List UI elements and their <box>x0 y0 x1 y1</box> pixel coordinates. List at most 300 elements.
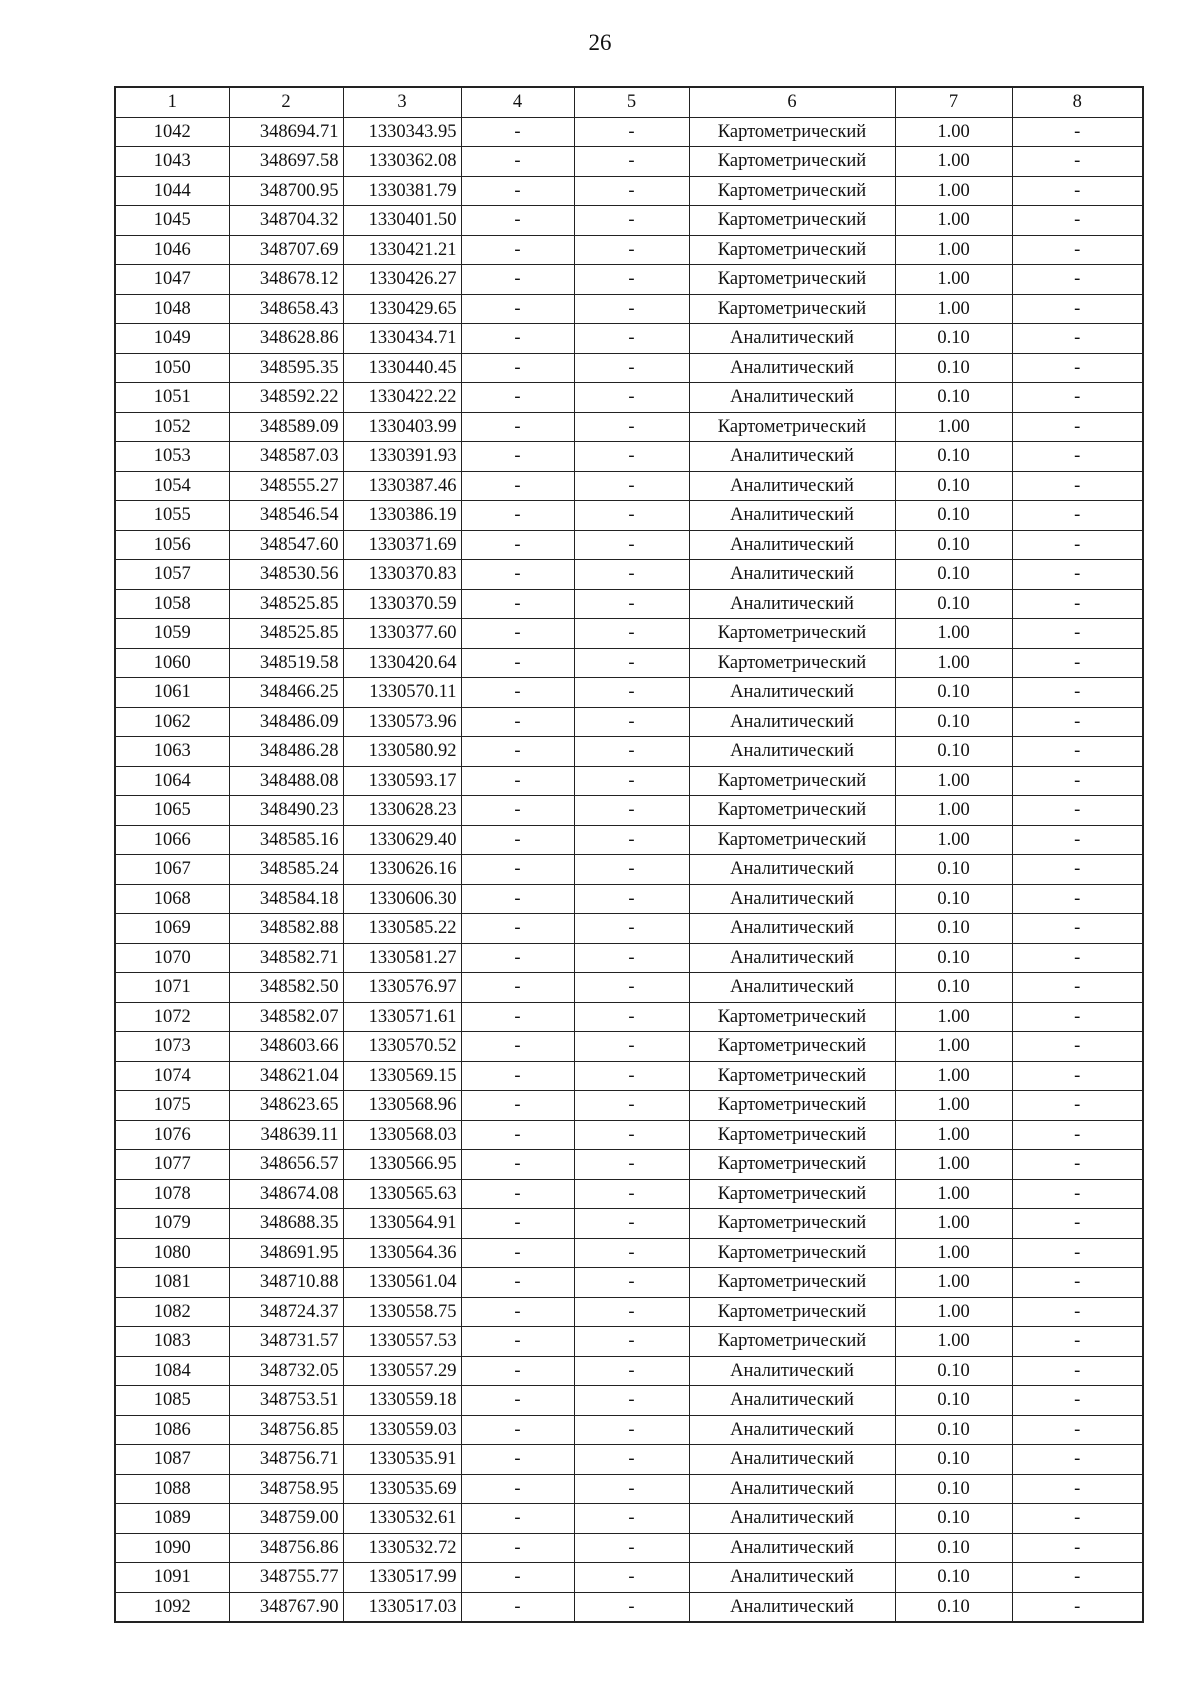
cell-accuracy: 0.10 <box>895 1504 1012 1534</box>
cell-y-coordinate: 1330606.30 <box>343 884 461 914</box>
cell-point-number: 1069 <box>115 914 229 944</box>
table-row <box>115 1238 1143 1268</box>
cell-col8: - <box>1012 973 1143 1003</box>
cell-col4: - <box>461 1209 574 1239</box>
cell-col4: - <box>461 383 574 413</box>
cell-point-number: 1088 <box>115 1474 229 1504</box>
cell-method: Аналитический <box>689 1445 895 1475</box>
cell-x-coordinate: 348486.09 <box>229 707 343 737</box>
column-header-6: 6 <box>689 87 895 117</box>
cell-x-coordinate: 348582.50 <box>229 973 343 1003</box>
cell-col4: - <box>461 825 574 855</box>
cell-col5: - <box>574 1504 689 1534</box>
cell-col8: - <box>1012 235 1143 265</box>
cell-col4: - <box>461 737 574 767</box>
cell-col8: - <box>1012 1061 1143 1091</box>
cell-y-coordinate: 1330570.52 <box>343 1032 461 1062</box>
cell-x-coordinate: 348756.71 <box>229 1445 343 1475</box>
cell-col4: - <box>461 1002 574 1032</box>
cell-method: Картометрический <box>689 619 895 649</box>
cell-accuracy: 1.00 <box>895 1297 1012 1327</box>
cell-accuracy: 0.10 <box>895 1563 1012 1593</box>
cell-col8: - <box>1012 1238 1143 1268</box>
cell-method: Картометрический <box>689 412 895 442</box>
cell-x-coordinate: 348628.86 <box>229 324 343 354</box>
cell-method: Аналитический <box>689 1533 895 1563</box>
cell-x-coordinate: 348584.18 <box>229 884 343 914</box>
cell-y-coordinate: 1330580.92 <box>343 737 461 767</box>
cell-point-number: 1057 <box>115 560 229 590</box>
cell-accuracy: 0.10 <box>895 973 1012 1003</box>
cell-col4: - <box>461 294 574 324</box>
cell-accuracy: 0.10 <box>895 1415 1012 1445</box>
table-row <box>115 206 1143 236</box>
cell-col5: - <box>574 1445 689 1475</box>
cell-method: Аналитический <box>689 707 895 737</box>
cell-y-coordinate: 1330532.72 <box>343 1533 461 1563</box>
cell-method: Аналитический <box>689 914 895 944</box>
cell-col8: - <box>1012 1533 1143 1563</box>
cell-col8: - <box>1012 796 1143 826</box>
table-row <box>115 825 1143 855</box>
cell-col8: - <box>1012 1504 1143 1534</box>
cell-col4: - <box>461 766 574 796</box>
cell-col8: - <box>1012 324 1143 354</box>
cell-point-number: 1092 <box>115 1592 229 1622</box>
cell-point-number: 1077 <box>115 1150 229 1180</box>
cell-x-coordinate: 348732.05 <box>229 1356 343 1386</box>
cell-accuracy: 0.10 <box>895 383 1012 413</box>
cell-col4: - <box>461 353 574 383</box>
cell-col4: - <box>461 1474 574 1504</box>
cell-accuracy: 0.10 <box>895 707 1012 737</box>
table-row <box>115 1474 1143 1504</box>
cell-point-number: 1061 <box>115 678 229 708</box>
cell-point-number: 1058 <box>115 589 229 619</box>
cell-y-coordinate: 1330576.97 <box>343 973 461 1003</box>
cell-y-coordinate: 1330568.03 <box>343 1120 461 1150</box>
cell-method: Картометрический <box>689 1120 895 1150</box>
cell-col8: - <box>1012 1386 1143 1416</box>
cell-col4: - <box>461 707 574 737</box>
table-row <box>115 1504 1143 1534</box>
cell-col4: - <box>461 943 574 973</box>
cell-method: Аналитический <box>689 1386 895 1416</box>
cell-x-coordinate: 348724.37 <box>229 1297 343 1327</box>
cell-y-coordinate: 1330434.71 <box>343 324 461 354</box>
cell-accuracy: 0.10 <box>895 1445 1012 1475</box>
cell-col5: - <box>574 766 689 796</box>
cell-col4: - <box>461 589 574 619</box>
cell-col4: - <box>461 1504 574 1534</box>
cell-x-coordinate: 348530.56 <box>229 560 343 590</box>
cell-x-coordinate: 348589.09 <box>229 412 343 442</box>
cell-col4: - <box>461 265 574 295</box>
cell-x-coordinate: 348555.27 <box>229 471 343 501</box>
table-row <box>115 353 1143 383</box>
table-row <box>115 530 1143 560</box>
cell-col8: - <box>1012 1592 1143 1622</box>
cell-col5: - <box>574 973 689 1003</box>
cell-point-number: 1042 <box>115 117 229 147</box>
cell-col8: - <box>1012 678 1143 708</box>
cell-method: Аналитический <box>689 383 895 413</box>
cell-x-coordinate: 348674.08 <box>229 1179 343 1209</box>
column-header-8: 8 <box>1012 87 1143 117</box>
cell-accuracy: 1.00 <box>895 147 1012 177</box>
cell-accuracy: 1.00 <box>895 1091 1012 1121</box>
cell-y-coordinate: 1330570.11 <box>343 678 461 708</box>
cell-x-coordinate: 348592.22 <box>229 383 343 413</box>
cell-point-number: 1091 <box>115 1563 229 1593</box>
cell-col5: - <box>574 796 689 826</box>
cell-accuracy: 1.00 <box>895 117 1012 147</box>
cell-col4: - <box>461 324 574 354</box>
cell-col8: - <box>1012 1415 1143 1445</box>
cell-point-number: 1044 <box>115 176 229 206</box>
cell-accuracy: 1.00 <box>895 1209 1012 1239</box>
cell-point-number: 1062 <box>115 707 229 737</box>
cell-point-number: 1050 <box>115 353 229 383</box>
cell-col4: - <box>461 442 574 472</box>
cell-method: Аналитический <box>689 855 895 885</box>
table-row <box>115 1386 1143 1416</box>
cell-col5: - <box>574 914 689 944</box>
cell-point-number: 1049 <box>115 324 229 354</box>
cell-accuracy: 1.00 <box>895 648 1012 678</box>
cell-col4: - <box>461 1533 574 1563</box>
cell-point-number: 1045 <box>115 206 229 236</box>
cell-col8: - <box>1012 412 1143 442</box>
cell-x-coordinate: 348585.24 <box>229 855 343 885</box>
cell-x-coordinate: 348519.58 <box>229 648 343 678</box>
cell-col5: - <box>574 206 689 236</box>
cell-col5: - <box>574 825 689 855</box>
cell-col8: - <box>1012 206 1143 236</box>
cell-point-number: 1055 <box>115 501 229 531</box>
cell-col4: - <box>461 1327 574 1357</box>
cell-point-number: 1051 <box>115 383 229 413</box>
table-row <box>115 1297 1143 1327</box>
cell-col8: - <box>1012 619 1143 649</box>
cell-x-coordinate: 348547.60 <box>229 530 343 560</box>
cell-x-coordinate: 348756.86 <box>229 1533 343 1563</box>
cell-x-coordinate: 348656.57 <box>229 1150 343 1180</box>
cell-x-coordinate: 348658.43 <box>229 294 343 324</box>
cell-x-coordinate: 348691.95 <box>229 1238 343 1268</box>
cell-x-coordinate: 348582.88 <box>229 914 343 944</box>
cell-x-coordinate: 348694.71 <box>229 117 343 147</box>
cell-point-number: 1089 <box>115 1504 229 1534</box>
cell-col5: - <box>574 1297 689 1327</box>
cell-method: Аналитический <box>689 1504 895 1534</box>
cell-col4: - <box>461 1563 574 1593</box>
cell-accuracy: 0.10 <box>895 1474 1012 1504</box>
cell-y-coordinate: 1330566.95 <box>343 1150 461 1180</box>
cell-col8: - <box>1012 825 1143 855</box>
cell-col5: - <box>574 412 689 442</box>
cell-y-coordinate: 1330517.99 <box>343 1563 461 1593</box>
cell-col5: - <box>574 530 689 560</box>
cell-x-coordinate: 348490.23 <box>229 796 343 826</box>
cell-col4: - <box>461 206 574 236</box>
cell-col4: - <box>461 1297 574 1327</box>
cell-col8: - <box>1012 471 1143 501</box>
cell-col5: - <box>574 294 689 324</box>
cell-col4: - <box>461 1592 574 1622</box>
cell-col8: - <box>1012 530 1143 560</box>
cell-method: Картометрический <box>689 766 895 796</box>
cell-col4: - <box>461 1415 574 1445</box>
cell-method: Аналитический <box>689 560 895 590</box>
cell-col4: - <box>461 147 574 177</box>
cell-method: Аналитический <box>689 501 895 531</box>
cell-x-coordinate: 348582.71 <box>229 943 343 973</box>
cell-col5: - <box>574 1356 689 1386</box>
cell-x-coordinate: 348466.25 <box>229 678 343 708</box>
table-row <box>115 147 1143 177</box>
cell-point-number: 1060 <box>115 648 229 678</box>
cell-col5: - <box>574 1150 689 1180</box>
cell-col8: - <box>1012 1091 1143 1121</box>
cell-accuracy: 1.00 <box>895 1268 1012 1298</box>
cell-col5: - <box>574 1533 689 1563</box>
cell-y-coordinate: 1330377.60 <box>343 619 461 649</box>
cell-col5: - <box>574 176 689 206</box>
cell-col4: - <box>461 117 574 147</box>
table-row <box>115 442 1143 472</box>
cell-y-coordinate: 1330593.17 <box>343 766 461 796</box>
cell-accuracy: 1.00 <box>895 1327 1012 1357</box>
cell-x-coordinate: 348704.32 <box>229 206 343 236</box>
cell-point-number: 1052 <box>115 412 229 442</box>
cell-x-coordinate: 348707.69 <box>229 235 343 265</box>
cell-x-coordinate: 348678.12 <box>229 265 343 295</box>
cell-x-coordinate: 348731.57 <box>229 1327 343 1357</box>
cell-x-coordinate: 348758.95 <box>229 1474 343 1504</box>
cell-method: Картометрический <box>689 117 895 147</box>
cell-y-coordinate: 1330362.08 <box>343 147 461 177</box>
cell-col4: - <box>461 1356 574 1386</box>
cell-point-number: 1078 <box>115 1179 229 1209</box>
cell-method: Картометрический <box>689 147 895 177</box>
cell-col5: - <box>574 1563 689 1593</box>
cell-method: Аналитический <box>689 1356 895 1386</box>
cell-point-number: 1065 <box>115 796 229 826</box>
cell-x-coordinate: 348700.95 <box>229 176 343 206</box>
cell-col5: - <box>574 442 689 472</box>
cell-col5: - <box>574 648 689 678</box>
cell-col4: - <box>461 855 574 885</box>
cell-col8: - <box>1012 1327 1143 1357</box>
cell-y-coordinate: 1330571.61 <box>343 1002 461 1032</box>
cell-col4: - <box>461 501 574 531</box>
cell-accuracy: 1.00 <box>895 1179 1012 1209</box>
cell-accuracy: 0.10 <box>895 737 1012 767</box>
cell-point-number: 1076 <box>115 1120 229 1150</box>
cell-col4: - <box>461 1179 574 1209</box>
cell-col8: - <box>1012 1002 1143 1032</box>
cell-accuracy: 1.00 <box>895 412 1012 442</box>
cell-col8: - <box>1012 442 1143 472</box>
cell-method: Картометрический <box>689 1061 895 1091</box>
table-row <box>115 737 1143 767</box>
table-row <box>115 1091 1143 1121</box>
cell-accuracy: 0.10 <box>895 560 1012 590</box>
cell-x-coordinate: 348639.11 <box>229 1120 343 1150</box>
cell-col5: - <box>574 678 689 708</box>
table-row <box>115 1002 1143 1032</box>
table-row <box>115 1268 1143 1298</box>
cell-col8: - <box>1012 648 1143 678</box>
table-row <box>115 1179 1143 1209</box>
cell-y-coordinate: 1330564.36 <box>343 1238 461 1268</box>
cell-accuracy: 0.10 <box>895 530 1012 560</box>
cell-col5: - <box>574 147 689 177</box>
cell-method: Картометрический <box>689 1032 895 1062</box>
cell-point-number: 1074 <box>115 1061 229 1091</box>
cell-point-number: 1080 <box>115 1238 229 1268</box>
cell-x-coordinate: 348710.88 <box>229 1268 343 1298</box>
column-header-1: 1 <box>115 87 229 117</box>
cell-accuracy: 1.00 <box>895 176 1012 206</box>
cell-method: Аналитический <box>689 471 895 501</box>
cell-y-coordinate: 1330517.03 <box>343 1592 461 1622</box>
cell-accuracy: 1.00 <box>895 1002 1012 1032</box>
cell-col4: - <box>461 648 574 678</box>
cell-col8: - <box>1012 147 1143 177</box>
cell-y-coordinate: 1330421.21 <box>343 235 461 265</box>
cell-col8: - <box>1012 1474 1143 1504</box>
cell-y-coordinate: 1330391.93 <box>343 442 461 472</box>
cell-method: Аналитический <box>689 943 895 973</box>
cell-col5: - <box>574 1327 689 1357</box>
cell-method: Картометрический <box>689 1002 895 1032</box>
cell-method: Аналитический <box>689 737 895 767</box>
cell-accuracy: 0.10 <box>895 1386 1012 1416</box>
cell-point-number: 1046 <box>115 235 229 265</box>
cell-col8: - <box>1012 383 1143 413</box>
cell-col4: - <box>461 530 574 560</box>
cell-point-number: 1072 <box>115 1002 229 1032</box>
cell-col5: - <box>574 471 689 501</box>
cell-method: Картометрический <box>689 176 895 206</box>
cell-y-coordinate: 1330370.83 <box>343 560 461 590</box>
cell-accuracy: 0.10 <box>895 353 1012 383</box>
cell-col8: - <box>1012 943 1143 973</box>
cell-col8: - <box>1012 766 1143 796</box>
table-row <box>115 1032 1143 1062</box>
cell-method: Аналитический <box>689 1592 895 1622</box>
cell-col5: - <box>574 265 689 295</box>
cell-point-number: 1056 <box>115 530 229 560</box>
cell-col4: - <box>461 973 574 1003</box>
cell-method: Картометрический <box>689 206 895 236</box>
cell-point-number: 1082 <box>115 1297 229 1327</box>
cell-col4: - <box>461 1238 574 1268</box>
table-row <box>115 1150 1143 1180</box>
cell-x-coordinate: 348587.03 <box>229 442 343 472</box>
table-row <box>115 619 1143 649</box>
cell-method: Картометрический <box>689 1150 895 1180</box>
cell-col4: - <box>461 560 574 590</box>
cell-col5: - <box>574 1386 689 1416</box>
cell-y-coordinate: 1330581.27 <box>343 943 461 973</box>
cell-x-coordinate: 348525.85 <box>229 589 343 619</box>
cell-col5: - <box>574 1061 689 1091</box>
cell-x-coordinate: 348621.04 <box>229 1061 343 1091</box>
cell-x-coordinate: 348623.65 <box>229 1091 343 1121</box>
cell-accuracy: 0.10 <box>895 1592 1012 1622</box>
cell-col5: - <box>574 1032 689 1062</box>
cell-col8: - <box>1012 1209 1143 1239</box>
cell-point-number: 1086 <box>115 1415 229 1445</box>
table-row <box>115 265 1143 295</box>
cell-accuracy: 1.00 <box>895 1120 1012 1150</box>
cell-col8: - <box>1012 884 1143 914</box>
cell-accuracy: 1.00 <box>895 206 1012 236</box>
cell-point-number: 1047 <box>115 265 229 295</box>
cell-y-coordinate: 1330557.53 <box>343 1327 461 1357</box>
table-row <box>115 648 1143 678</box>
cell-accuracy: 1.00 <box>895 766 1012 796</box>
table-row <box>115 973 1143 1003</box>
cell-y-coordinate: 1330569.15 <box>343 1061 461 1091</box>
cell-col5: - <box>574 619 689 649</box>
cell-y-coordinate: 1330565.63 <box>343 1179 461 1209</box>
table-header <box>115 87 1143 117</box>
cell-point-number: 1067 <box>115 855 229 885</box>
cell-col5: - <box>574 235 689 265</box>
cell-y-coordinate: 1330401.50 <box>343 206 461 236</box>
cell-x-coordinate: 348486.28 <box>229 737 343 767</box>
cell-col5: - <box>574 707 689 737</box>
cell-accuracy: 0.10 <box>895 501 1012 531</box>
cell-col8: - <box>1012 1032 1143 1062</box>
cell-y-coordinate: 1330532.61 <box>343 1504 461 1534</box>
cell-accuracy: 0.10 <box>895 324 1012 354</box>
cell-x-coordinate: 348488.08 <box>229 766 343 796</box>
cell-method: Аналитический <box>689 589 895 619</box>
cell-x-coordinate: 348753.51 <box>229 1386 343 1416</box>
column-header-2: 2 <box>229 87 343 117</box>
cell-point-number: 1084 <box>115 1356 229 1386</box>
cell-x-coordinate: 348603.66 <box>229 1032 343 1062</box>
cell-y-coordinate: 1330629.40 <box>343 825 461 855</box>
cell-point-number: 1081 <box>115 1268 229 1298</box>
cell-point-number: 1070 <box>115 943 229 973</box>
table-row <box>115 294 1143 324</box>
cell-method: Картометрический <box>689 1209 895 1239</box>
cell-col8: - <box>1012 265 1143 295</box>
cell-accuracy: 1.00 <box>895 796 1012 826</box>
cell-x-coordinate: 348759.00 <box>229 1504 343 1534</box>
cell-col4: - <box>461 796 574 826</box>
cell-col4: - <box>461 412 574 442</box>
cell-col5: - <box>574 353 689 383</box>
cell-col5: - <box>574 943 689 973</box>
cell-method: Аналитический <box>689 1563 895 1593</box>
cell-method: Картометрический <box>689 235 895 265</box>
column-header-4: 4 <box>461 87 574 117</box>
cell-col8: - <box>1012 176 1143 206</box>
cell-col8: - <box>1012 501 1143 531</box>
cell-col5: - <box>574 117 689 147</box>
cell-accuracy: 0.10 <box>895 914 1012 944</box>
cell-method: Картометрический <box>689 1297 895 1327</box>
page-number: 26 <box>588 30 612 55</box>
cell-accuracy: 0.10 <box>895 1533 1012 1563</box>
